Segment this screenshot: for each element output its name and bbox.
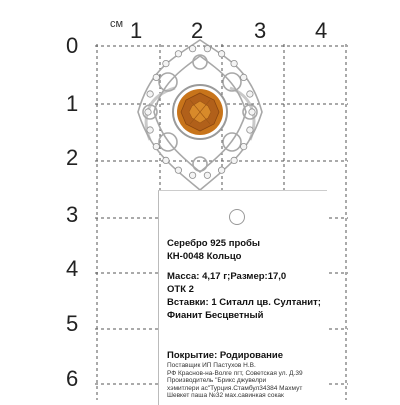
tag-coating: Покрытие: Родирование <box>167 350 283 361</box>
cz-stone <box>218 51 224 57</box>
cz-stone <box>241 143 247 149</box>
ruler-left-1: 1 <box>66 91 79 116</box>
cz-stone <box>147 91 153 97</box>
ruler-top-1: 1 <box>130 18 143 43</box>
cz-stone <box>218 167 224 173</box>
tag-hole-icon <box>229 209 245 225</box>
tag-manufacturer-2: хэмитлери ас"Турция.Стамбул34384 Махмут <box>167 384 303 392</box>
cz-stone <box>163 157 169 163</box>
ruler-top-0: 0 <box>66 33 79 58</box>
ruler-left-6: 6 <box>66 366 79 391</box>
ruler-left-5: 5 <box>66 311 79 336</box>
cz-stone <box>231 157 237 163</box>
tag-article: КН-0048 Кольцо <box>167 251 242 262</box>
cz-stone <box>204 46 210 52</box>
cz-stone <box>249 109 255 115</box>
cz-stone <box>147 127 153 133</box>
tag-weight-size: Масса: 4,17 г;Размер:17,0 <box>167 271 287 282</box>
tag-manufacturer-3: Шевкет паша №32 мах.савинкая сокак <box>167 392 284 399</box>
tag-manufacturer: Производитель "Брикс джувелри <box>167 377 267 384</box>
ruler-top-4: 4 <box>315 18 328 43</box>
center-stone <box>173 85 227 139</box>
cz-stone <box>189 172 195 178</box>
cz-stone <box>247 91 253 97</box>
cz-stone <box>175 167 181 173</box>
tag-inserts-2: Фианит Бесцветный <box>167 310 264 321</box>
cz-stone <box>247 127 253 133</box>
ruler-top-2: 2 <box>191 18 204 43</box>
cz-stone <box>153 143 159 149</box>
ruler-left-2: 2 <box>66 145 79 170</box>
cz-stone <box>241 74 247 80</box>
ruler-left-4: 4 <box>66 256 79 281</box>
cz-stone <box>189 46 195 52</box>
cz-stone <box>163 60 169 66</box>
cz-stone <box>153 74 159 80</box>
tag-inserts: Вставки: 1 Ситалл цв. Султанит; <box>167 297 321 308</box>
ruler-top-3: 3 <box>254 18 267 43</box>
tag-metal: Серебро 925 пробы <box>167 238 261 249</box>
cz-stone <box>204 172 210 178</box>
ruler-left-3: 3 <box>66 202 79 227</box>
unit-label: см <box>110 18 124 30</box>
cz-stone <box>145 109 151 115</box>
tag-otk: ОТК 2 <box>167 284 194 295</box>
cz-stone <box>175 51 181 57</box>
cz-stone <box>231 60 237 66</box>
price-tag <box>158 190 327 405</box>
tag-supplier: Поставщик ИП Пастухов Н.В. <box>167 362 256 369</box>
tag-address: РФ Краснов-на-Волге пгт, Советская ул. Д.39 <box>167 369 303 377</box>
